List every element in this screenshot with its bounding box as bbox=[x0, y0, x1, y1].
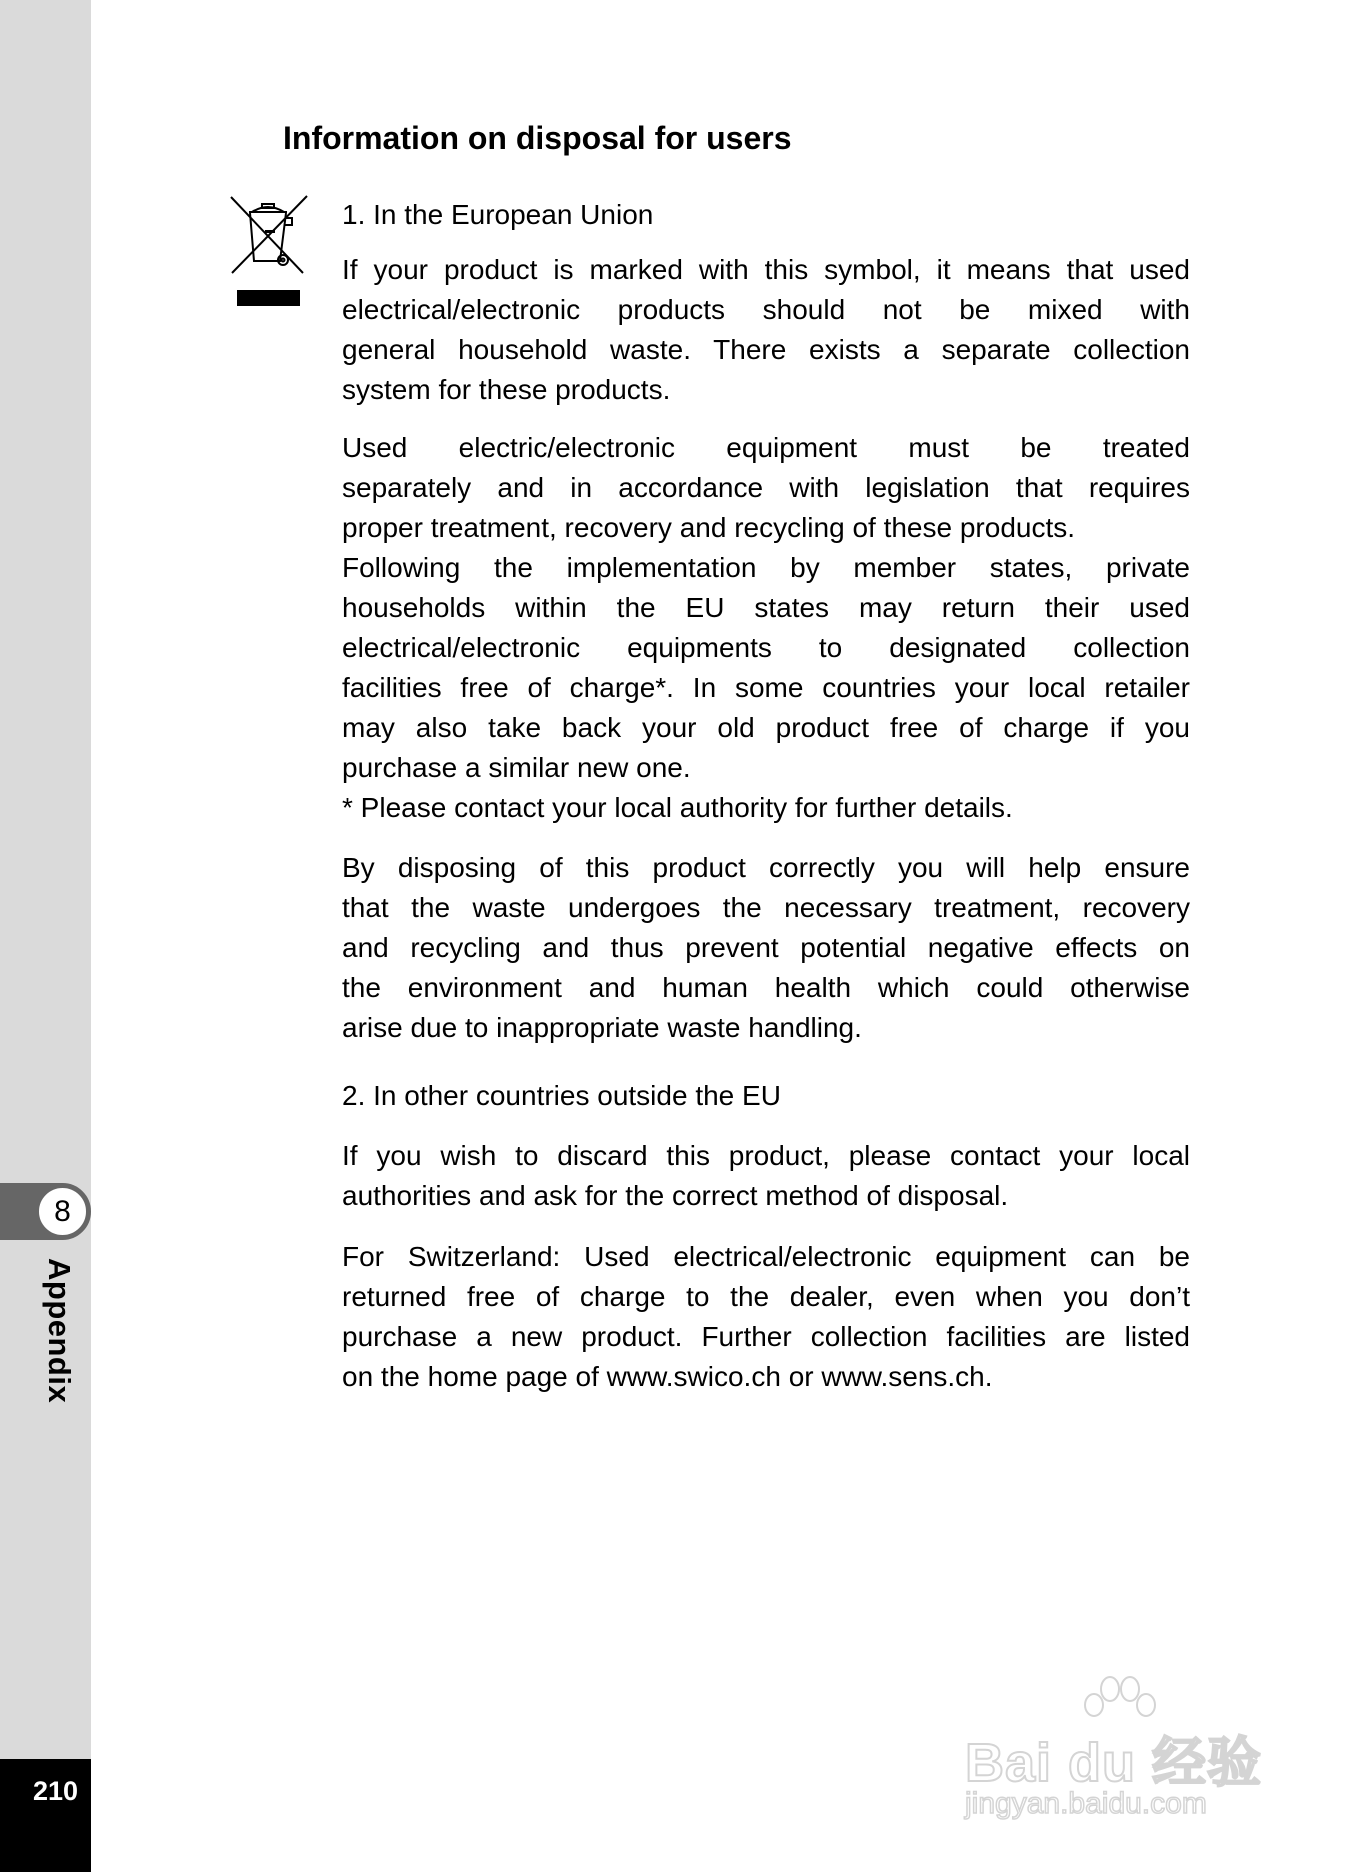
section1-paragraph-2 bbox=[342, 428, 1190, 828]
text-line: If you wish to discard this product, please contact your local bbox=[342, 1140, 1190, 1171]
text-line: households within the EU states may return their used bbox=[342, 592, 1190, 623]
page-number: 210 bbox=[32, 1776, 78, 1806]
text-line: purchase a similar new one. bbox=[342, 752, 691, 783]
chapter-label: Appendix bbox=[42, 1258, 77, 1404]
section2-paragraph-1 bbox=[342, 1136, 1190, 1216]
section1-paragraph-3 bbox=[342, 848, 1190, 1048]
page-title: Information on disposal for users bbox=[283, 120, 792, 156]
baidu-watermark bbox=[965, 1675, 1285, 1825]
section1-paragraph-1 bbox=[342, 250, 1190, 410]
text-line: facilities free of charge*. In some countries your local retailer bbox=[342, 672, 1190, 703]
text-line: returned free of charge to the dealer, even when you don’t bbox=[342, 1281, 1190, 1312]
text-line: purchase a new product. Further collection facilities are listed bbox=[342, 1321, 1190, 1352]
text-line: arise due to inappropriate waste handling. bbox=[342, 1012, 862, 1043]
section1-heading: 1. In the European Union bbox=[342, 199, 654, 230]
text-line: For Switzerland: Used electrical/electronic equipment can be bbox=[342, 1241, 1190, 1272]
section2-heading: 2. In other countries outside the EU bbox=[342, 1080, 781, 1111]
text-line: proper treatment, recovery and recycling of these products. bbox=[342, 512, 1076, 543]
weee-crossed-bin-icon bbox=[228, 192, 308, 310]
footnote: * Please contact your local authority for further details. bbox=[342, 792, 1013, 823]
text-line: may also take back your old product free of charge if you bbox=[342, 712, 1190, 743]
text-line: Used electric/electronic equipment must be treated bbox=[342, 432, 1190, 463]
text-line: general household waste. There exists a separate collection bbox=[342, 334, 1190, 365]
text-line: If your product is marked with this symbol, it means that used bbox=[342, 254, 1190, 285]
text-line: separately and in accordance with legislation that requires bbox=[342, 472, 1190, 503]
text-line: system for these products. bbox=[342, 374, 671, 405]
chapter-sidebar bbox=[0, 0, 91, 1872]
text-line: the environment and human health which could otherwise bbox=[342, 972, 1190, 1003]
text-line: Following the implementation by member states, private bbox=[342, 552, 1190, 583]
text-line: electrical/electronic equipments to designated collection bbox=[342, 632, 1190, 663]
text-line: and recycling and thus prevent potential negative effects on bbox=[342, 932, 1190, 963]
text-line: on the home page of www.swico.ch or www.sens.ch. bbox=[342, 1361, 993, 1392]
text-line: By disposing of this product correctly you will help ensure bbox=[342, 852, 1190, 883]
text-line: authorities and ask for the correct method of disposal. bbox=[342, 1180, 1009, 1211]
chapter-number: 8 bbox=[54, 1194, 71, 1228]
text-line: electrical/electronic products should not be mixed with bbox=[342, 294, 1190, 325]
text-line: that the waste undergoes the necessary treatment, recovery bbox=[342, 892, 1190, 923]
chapter-number-badge bbox=[34, 1183, 91, 1240]
watermark-brand: Bai du 经验 bbox=[965, 1733, 1263, 1793]
watermark-url: jingyan.baidu.com bbox=[965, 1787, 1207, 1820]
section2-paragraph-2 bbox=[342, 1237, 1190, 1397]
chapter-tab bbox=[0, 1183, 91, 1240]
